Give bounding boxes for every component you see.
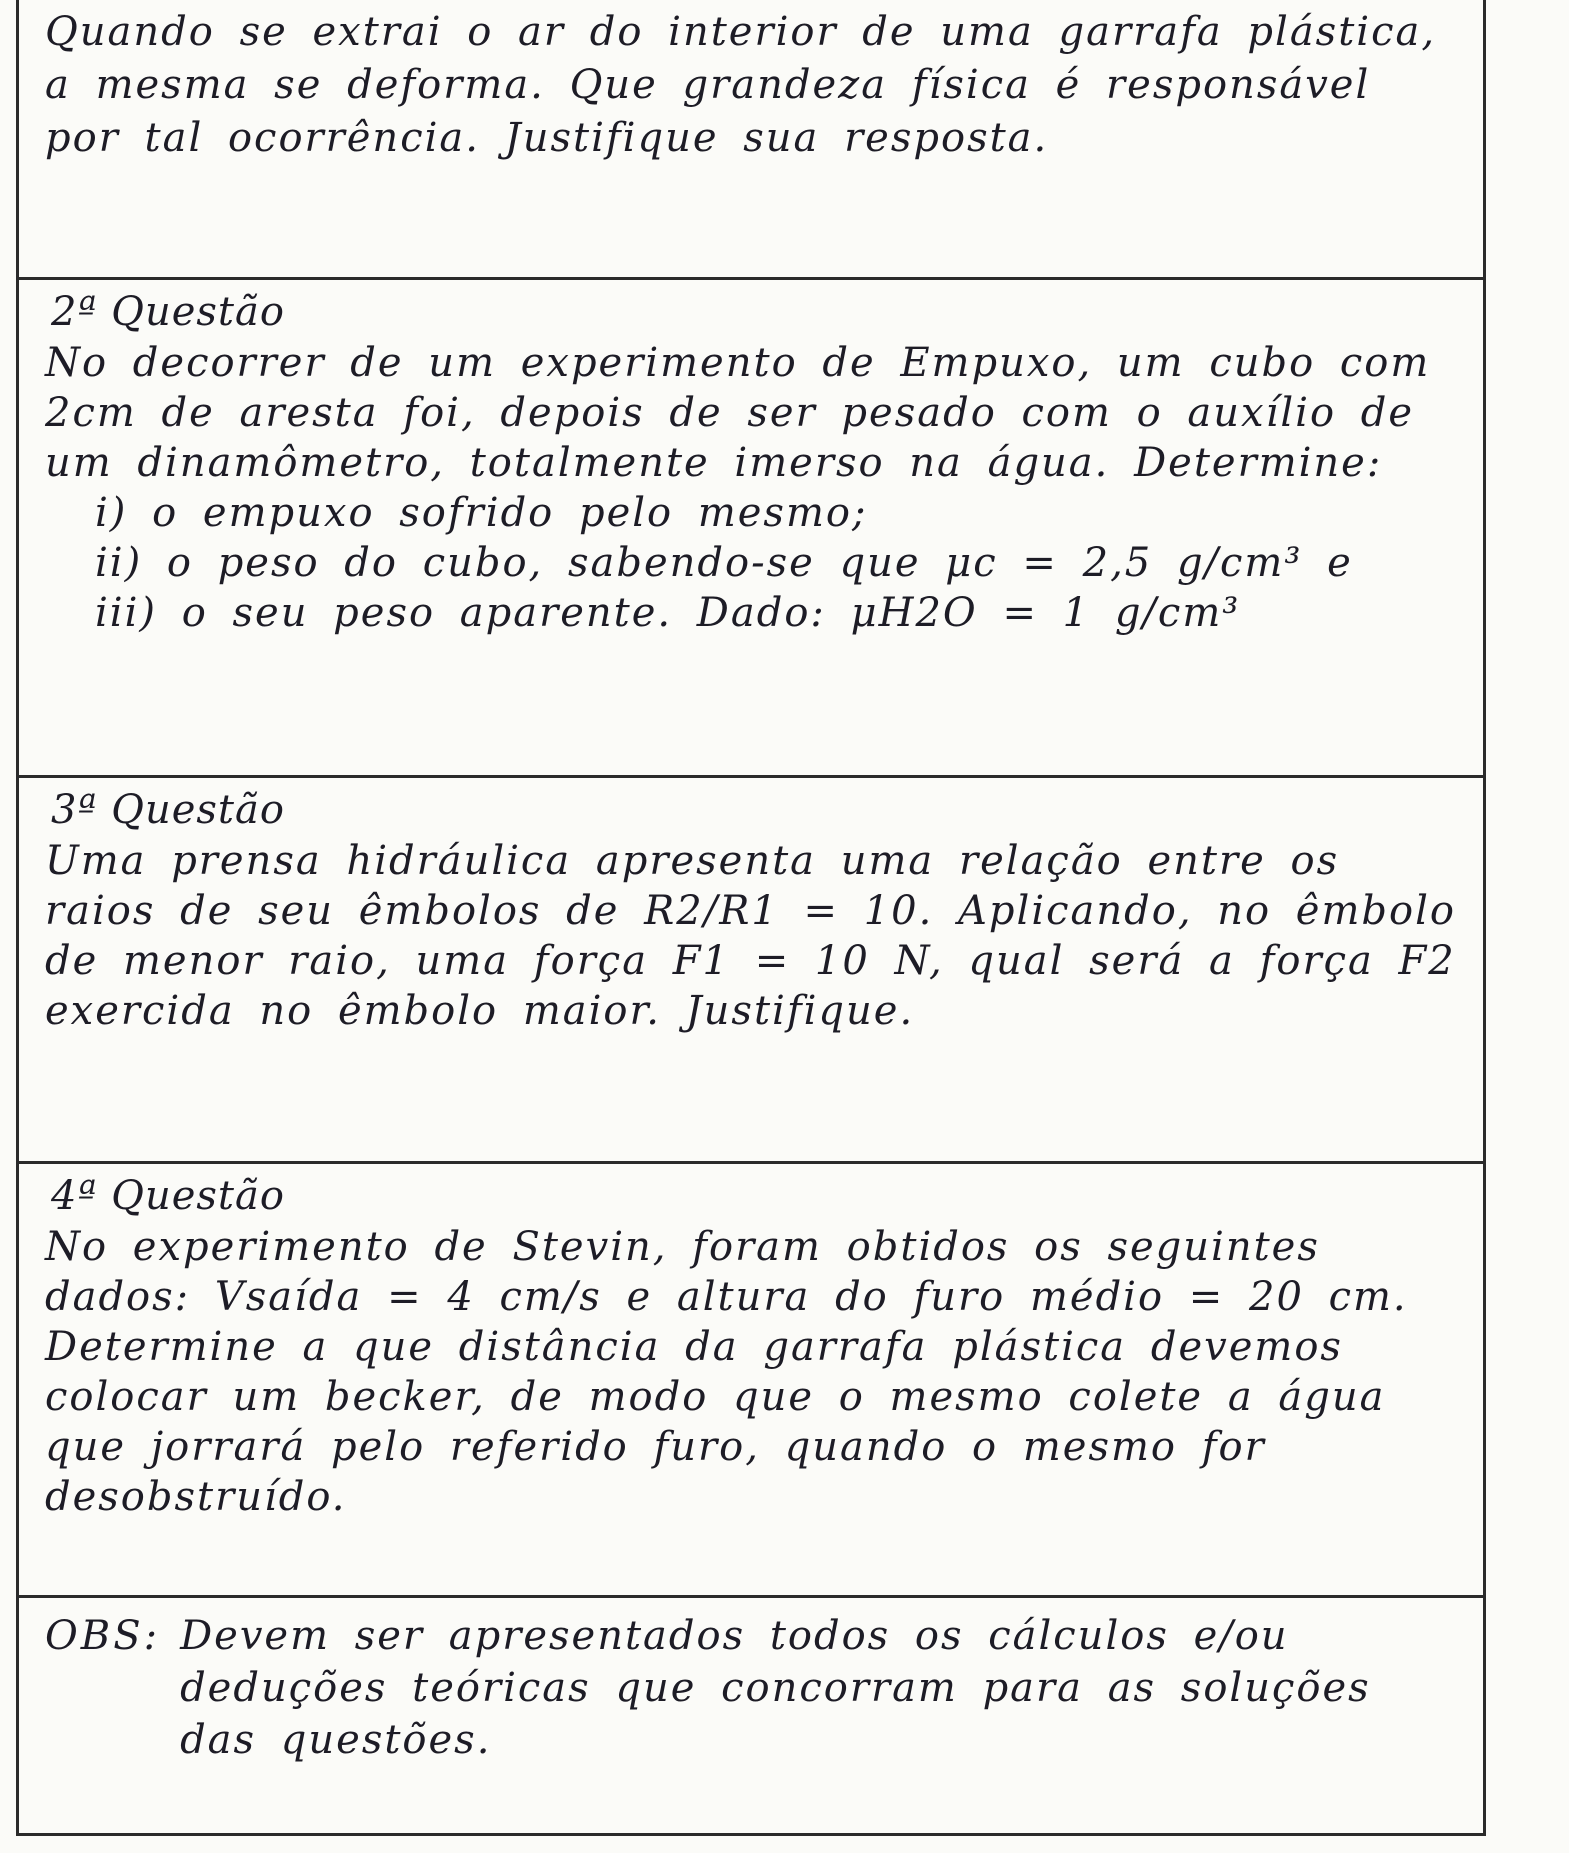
question-1-section <box>19 0 1483 280</box>
obs-block <box>45 1610 1457 1766</box>
question-2-text: No decorrer de um experimento de Empuxo, um cubo com 2cm de aresta foi, depois de ser pesado com o auxílio de um dinamômetro, totalmente imerso na água. Determine: <box>45 340 1456 486</box>
question-1-text: Quando se extrai o ar do interior de uma garrafa plástica, a mesma se deforma. Que grandeza física é responsável por tal ocorrência. Justifique sua resposta. <box>45 9 1461 161</box>
question-2-items <box>45 488 1457 638</box>
question-2-item-i: i) o empuxo sofrido pelo mesmo; <box>95 490 868 536</box>
question-3-section <box>19 778 1483 1164</box>
question-3-title: 3ª Questão <box>51 787 285 833</box>
obs-text: Devem ser apresentados todos os cálculos e/ou deduções teóricas que concorram para as soluções das questões. <box>180 1613 1396 1763</box>
question-2-item-iii: iii) o seu peso aparente. Dado: μH2O = 1 g/cm³ <box>95 590 1241 636</box>
obs-label: OBS: <box>45 1613 161 1659</box>
question-2-section <box>19 280 1483 778</box>
question-3-text: Uma prensa hidráulica apresenta uma relação entre os raios de seu êmbolos de R2/R1 = 10. Aplicando, no êmbolo de menor raio, uma força F1 = 10 N, qual será a força F2 exercida no êmbolo maior. Justifique. <box>45 838 1481 1034</box>
questions-frame <box>16 0 1486 1836</box>
question-2-title: 2ª Questão <box>51 289 285 335</box>
obs-section <box>19 1598 1483 1833</box>
question-4-text: No experimento de Stevin, foram obtidos os seguintes dados: Vsaída = 4 cm/s e altura do furo médio = 20 cm. Determine a que distância da garrafa plástica devemos colocar um becker, de modo que o mesmo colete a água que jorrará pelo referido furo, quando o mesmo for desobstruído. <box>45 1224 1433 1520</box>
question-4-section <box>19 1164 1483 1598</box>
question-4-title: 4ª Questão <box>51 1173 285 1219</box>
question-2-item-ii: ii) o peso do cubo, sabendo-se que μc = 2,5 g/cm³ e <box>95 540 1353 586</box>
